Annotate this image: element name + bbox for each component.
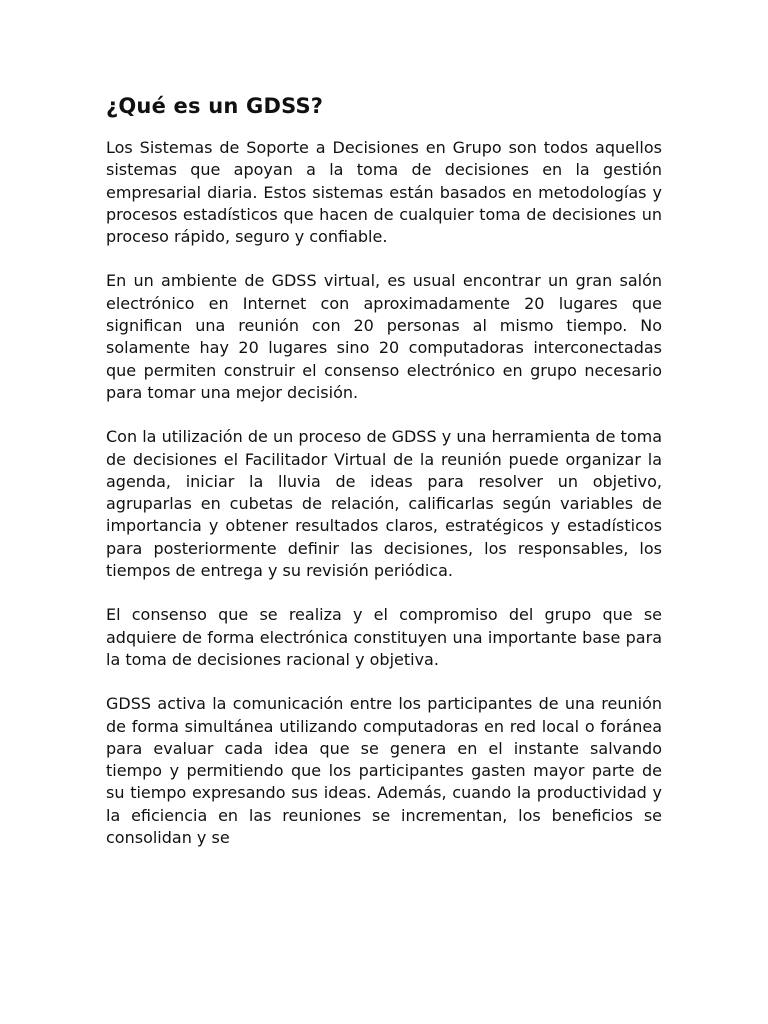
document-title: ¿Qué es un GDSS? — [106, 94, 324, 118]
paragraph-intro: Los Sistemas de Soporte a Decisiones en Grupo son todos aquellos sistemas que apoyan a la toma de decisiones en la gestión empresarial diaria. Estos sistemas están basados en metodologías y procesos estadísticos que hacen de cualquier toma de decisiones un proceso rápido, seguro y confiable. — [106, 138, 662, 247]
paragraph-facilitator: Con la utilización de un proceso de GDSS y una herramienta de toma de decisiones el Facilitador Virtual de la reunión puede organizar la agenda, iniciar la lluvia de ideas para resolver un objetivo, agruparlas en cubetas de relación, calificarlas según variables de importancia y obtener resultados claros, estratégicos y estadísticos para posteriormente definir las decisiones, los responsables, los tiempos de entrega y su revisión periódica. — [106, 427, 662, 581]
paragraph-communication: GDSS activa la comunicación entre los participantes de una reunión de forma simultánea utilizando computadoras en red local o foránea para evaluar cada idea que se genera en el instante salvando tiempo y permitiendo que los participantes gasten mayor parte de su tiempo expresando sus ideas. Además, cuando la productividad y la eficiencia en las reuniones se incrementan, los beneficios se consolidan y se — [106, 694, 662, 848]
paragraph-consensus: El consenso que se realiza y el compromiso del grupo que se adquiere de forma electrónica constituyen una importante base para la toma de decisiones racional y objetiva. — [106, 605, 662, 669]
paragraph-virtual-environment: En un ambiente de GDSS virtual, es usual encontrar un gran salón electrónico en Internet con aproximadamente 20 lugares que significan una reunión con 20 personas al mismo tiempo. No solamente hay 20 lugares sino 20 computadoras interconectadas que permiten construir el consenso electrónico en grupo necesario para tomar una mejor decisión. — [106, 271, 662, 402]
document-page — [106, 92, 662, 849]
